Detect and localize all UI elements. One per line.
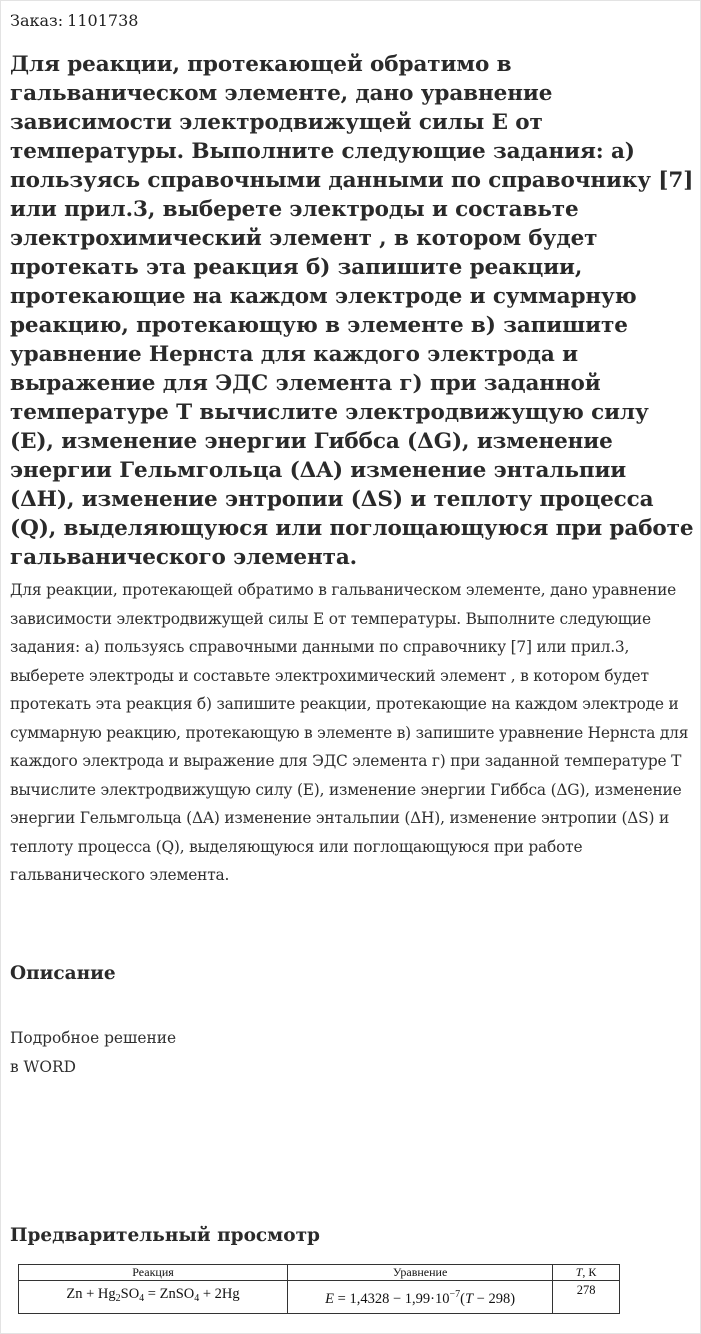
cell-equation: $E = 1,4328 - 1,99\cdot 10^{-7}(T - 298)$ xyxy=(288,1281,553,1314)
preview-heading: Предварительный просмотр xyxy=(10,1225,320,1246)
description-heading: Описание xyxy=(10,963,116,984)
task-text: Для реакции, протекающей обратимо в гальваническом элементе, дано уравнение зависимости электродвижущей силы E от температуры. Выполните следующие задания: а) пользуясь справочными данными по справочнику [7] или прил.3, выберете электроды и составьте электрохимический элемент , в котором будет протекать эта реакция б) запишите реакции, протекающие на каждом электроде и суммарную реакцию, протекающую в элементе в) запишите уравнение Нернста для каждого электрода и выражение для ЭДС элемента г) при заданной температуре T вычислите электродвижущую силу (E), изменение энергии Гиббса (ΔG), изменение энергии Гельмгольца (ΔA) изменение энтальпии (ΔH), изменение энтропии (ΔS) и теплоту процесса (Q), выделяющуюся или поглощающуюся при работе гальванического элемента. xyxy=(10,581,689,884)
table-row xyxy=(19,1281,620,1314)
header-reaction: Реакция xyxy=(19,1265,288,1281)
header-equation: Уравнение xyxy=(288,1265,553,1281)
order-label: Заказ: xyxy=(10,11,64,30)
cell-temperature: 278 xyxy=(553,1281,620,1314)
header-temperature: T, К xyxy=(553,1265,620,1281)
table-header-row xyxy=(19,1265,620,1281)
description-text xyxy=(10,1024,176,1081)
page-title: Для реакции, протекающей обратимо в гальваническом элементе, дано уравнение зависимости электродвижущей силы E от температуры. Выполните следующие задания: а) пользуясь справочными данными по справочнику [7] или прил.3, выберете электроды и составьте электрохимический элемент , в котором будет протекать эта реакция б) запишите реакции, протекающие на каждом электроде и суммарную реакцию, протекающую в элементе в) запишите уравнение Нернста для каждого электрода и выражение для ЭДС элемента г) при заданной температуре T вычислите электродвижущую силу (E), изменение энергии Гиббса (ΔG), изменение энергии Гельмгольца (ΔA) изменение энтальпии (ΔH), изменение энтропии (ΔS) и теплоту процесса (Q), выделяющуюся или поглощающуюся при работе гальванического элемента. xyxy=(10,52,694,570)
order-number: 1101738 xyxy=(67,11,139,30)
description-line: Подробное решение xyxy=(10,1029,177,1047)
description-line: в WORD xyxy=(10,1057,76,1076)
preview-table xyxy=(18,1264,620,1314)
cell-reaction: $Zn + Hg_2SO_4$ = ZnSO$_4$ + 2Hg xyxy=(19,1281,288,1314)
order-line xyxy=(10,10,138,32)
